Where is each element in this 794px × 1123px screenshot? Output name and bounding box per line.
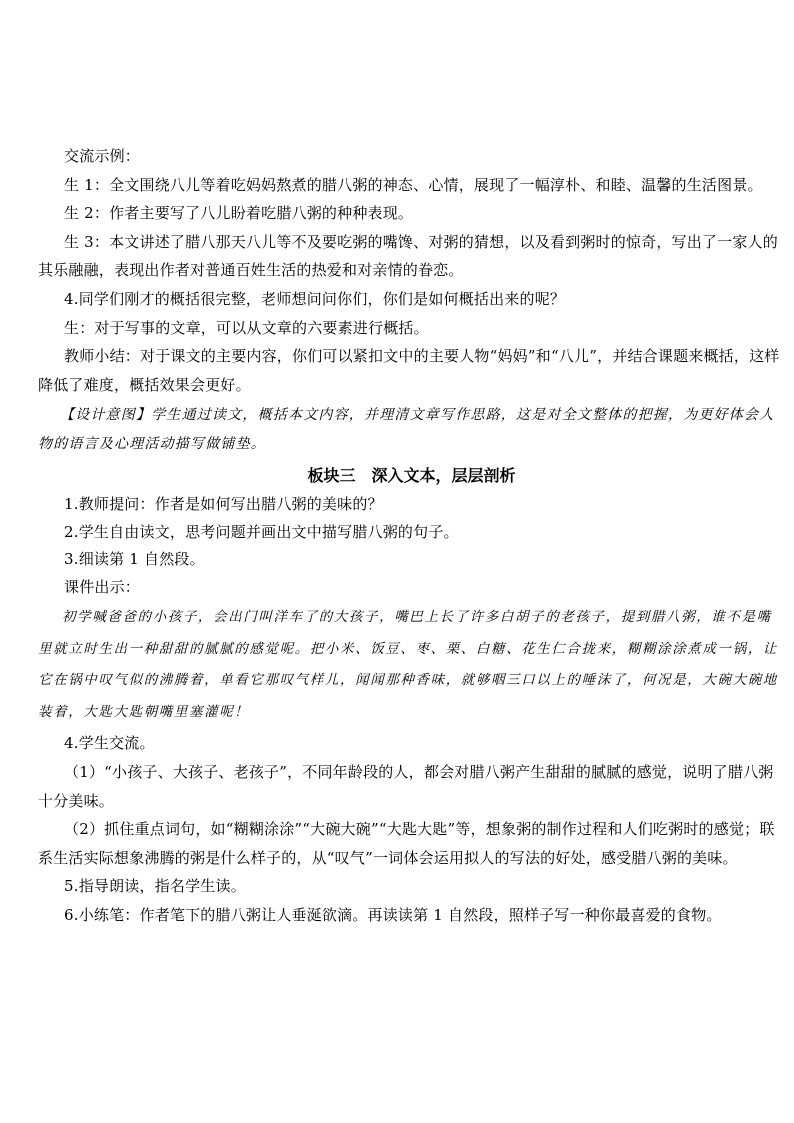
courseware-quote-text: 初学喊爸爸的小孩子，会出门叫洋车了的大孩子，嘴巴上长了许多白胡子的老孩子，提到腊八粥，谁不是嘴里就立时生出一种甜甜的腻腻的感觉呢。把小米、饭豆、枣、栗、白糖、花生仁合拢来，糊糊涂涂煮成一锅，让它在锅中叹气似的沸腾着，单看它那叹气样儿，闻闻那种香味，就够咽三口以上的唾沫了，何况是，大碗大碗地装着，大匙大匙朝嘴里塞灌呢！ [38, 609, 778, 720]
paragraph-student-answer: 生：对于写事的文章，可以从文章的六要素进行概括。 [64, 318, 429, 337]
paragraph-guided-reading: 5.指导朗读，指名学生读。 [64, 877, 246, 896]
paragraph-student-2: 生 2：作者主要写了八儿盼着吃腊八粥的种种表现。 [64, 204, 414, 223]
paragraph-courseware-show: 课件出示： [64, 577, 141, 596]
courseware-quote-block [38, 602, 785, 728]
paragraph-teacher-question: 1.教师提问：作者是如何写出腊八粥的美味的？ [64, 495, 383, 514]
paragraph-writing-practice: 6.小练笔：作者笔下的腊八粥让人垂涎欲滴。再读读第 1 自然段，照样子写一种你最喜爱的食物。 [64, 905, 722, 924]
document-body [38, 142, 785, 930]
paragraph-point-2: （2）抓住重点词句，如“糊糊涂涂”“大碗大碗”“大匙大匙”等，想象粥的制作过程和人们吃粥时的感觉；联系生活实际想象沸腾的粥是什么样子的，从“叹气”一词体会运用拟人的写法的好处，感受腊八粥的美味。 [38, 820, 775, 867]
paragraph-close-reading: 3.细读第 1 自然段。 [64, 550, 205, 569]
paragraph-student-3: 生 3：本文讲述了腊八那天八儿等不及要吃粥的嘴馋、对粥的猜想，以及看到粥时的惊奇，写出了一家人的其乐融融，表现出作者对普通百姓生活的热爱和对亲情的眷恋。 [38, 232, 778, 280]
paragraph-exchange-example: 交流示例： [64, 147, 141, 165]
design-intent-note: 【设计意图】学生通过读文，概括本文内容，并理清文章写作思路，这是对全文整体的把握，为更好体会人物的语言及心理活动描写做铺垫。 [38, 407, 775, 452]
section-heading: 板块三 深入文本，层层剖析 [307, 466, 516, 486]
paragraph-teacher-summary: 教师小结：对于课文的主要内容，你们可以紧扣文中的主要人物“妈妈”和“八儿”，并结合课题来概括，这样降低了难度，概括效果会更好。 [38, 347, 780, 394]
paragraph-student-1: 生 1：全文围绕八儿等着吃妈妈熬煮的腊八粥的神态、心情，展现了一幅淳朴、和睦、温馨的生活图景。 [64, 175, 763, 194]
paragraph-student-exchange: 4.学生交流。 [64, 734, 155, 753]
paragraph-point-1: （1）“小孩子、大孩子、老孩子”，不同年龄段的人，都会对腊八粥产生甜甜的腻腻的感觉，说明了腊八粥十分美味。 [38, 762, 774, 810]
paragraph-free-reading: 2.学生自由读文，思考问题并画出文中描写腊八粥的句子。 [64, 522, 459, 541]
paragraph-question-4: 4.同学们刚才的概括很完整，老师想问问你们，你们是如何概括出来的呢？ [64, 289, 566, 308]
